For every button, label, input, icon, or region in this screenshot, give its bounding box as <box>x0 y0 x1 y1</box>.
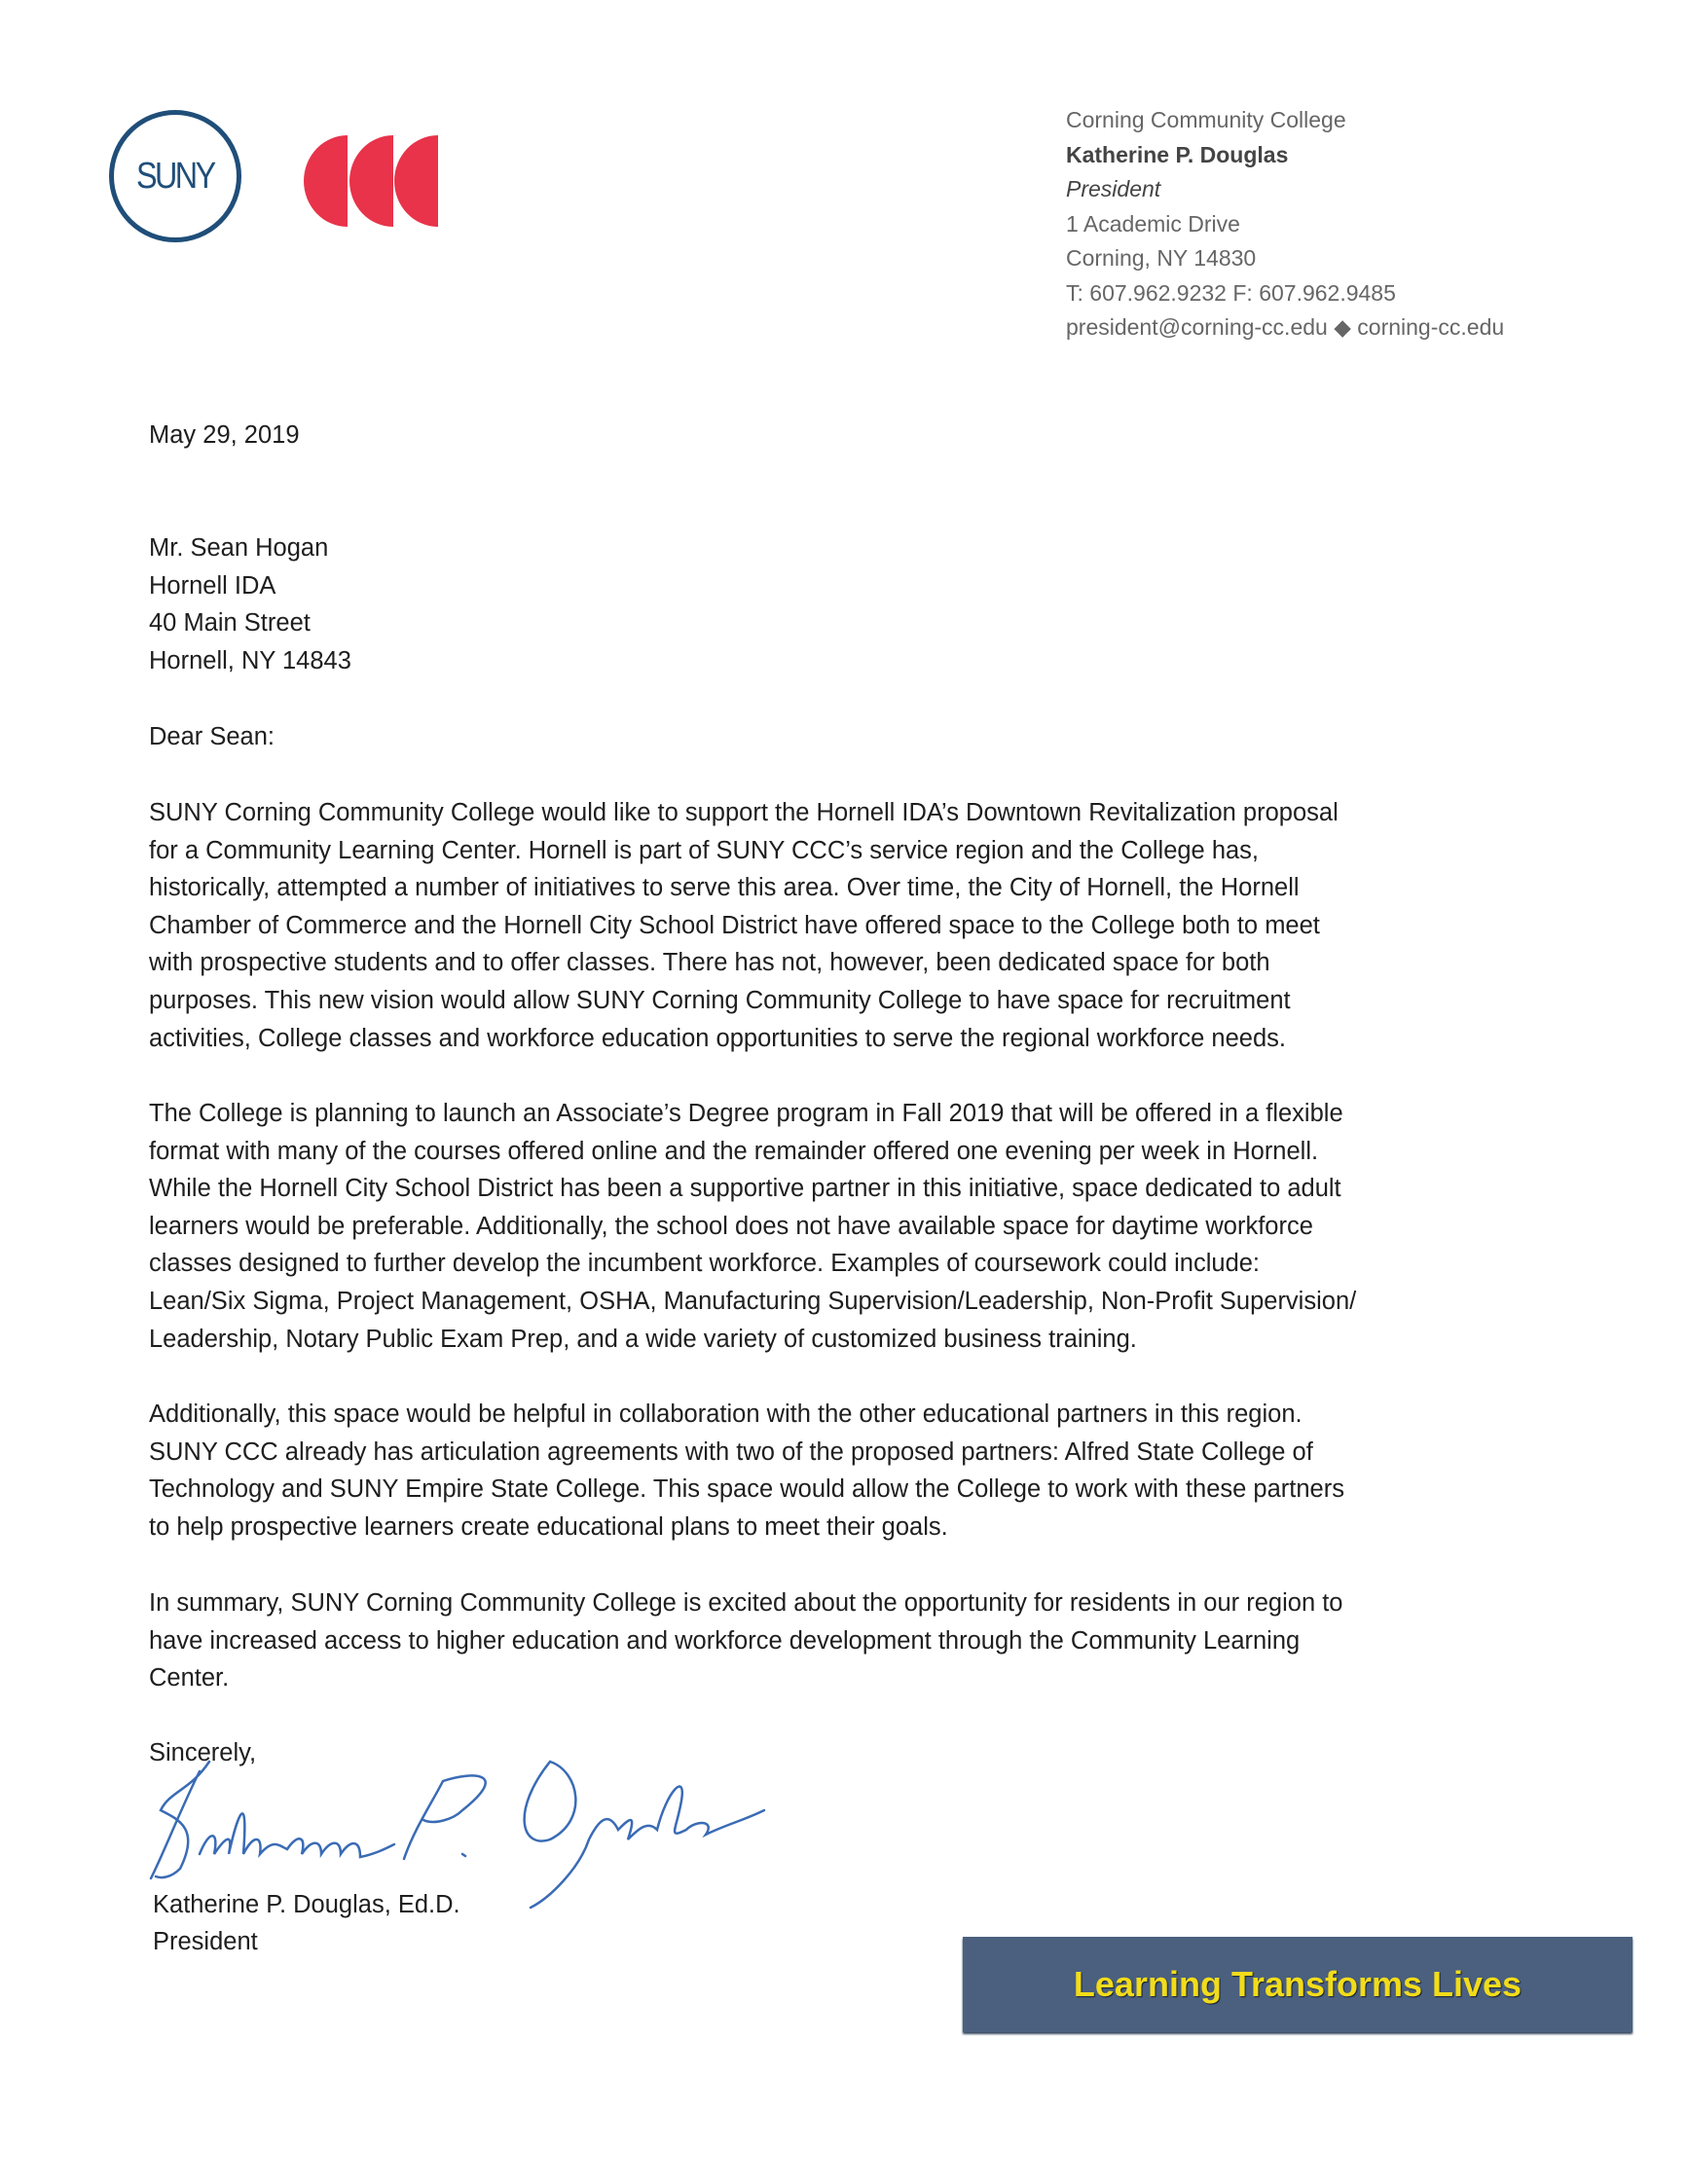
slogan-text: Learning Transforms Lives <box>1073 1964 1523 2004</box>
paragraph-line: with prospective students and to offer classes. There has not, however, been dedicated space for both <box>149 949 1270 977</box>
paragraph-4 <box>149 1584 1342 1697</box>
recipient-line: 40 Main Street <box>149 609 311 637</box>
paragraph-line: have increased access to higher education and workforce development through the Community Learning <box>149 1626 1301 1655</box>
paragraph-line: format with many of the courses offered online and the remainder offered one evening per week in Hornell. <box>149 1137 1319 1165</box>
paragraph-line: activities, College classes and workforce education opportunities to serve the regional workforce needs. <box>149 1024 1286 1052</box>
letterhead-institution: Corning Community College <box>1066 107 1346 132</box>
paragraph-line: classes designed to further develop the incumbent workforce. Examples of coursework could include: <box>149 1250 1261 1278</box>
paragraph-line: In summary, SUNY Corning Community College is excited about the opportunity for residents in our region to <box>149 1589 1343 1617</box>
ccc-logo-c2 <box>349 135 393 227</box>
letterhead-title: President <box>1066 176 1161 201</box>
letterhead-email-web: president@corning-cc.edu ◆ corning-cc.edu <box>1066 314 1505 340</box>
paragraph-line: purposes. This new vision would allow SUNY Corning Community College to have space for recruitment <box>149 986 1291 1014</box>
paragraph-line: to help prospective learners create educational plans to meet their goals. <box>149 1512 948 1541</box>
paragraph-1 <box>149 794 1339 1057</box>
paragraph-line: Technology and SUNY Empire State College. This space would allow the College to work with these partners <box>149 1475 1344 1504</box>
paragraph-line: SUNY Corning Community College would like to support the Hornell IDA’s Downtown Revitalization proposal <box>149 799 1339 826</box>
paragraph-line: Additionally, this space would be helpful in collaboration with the other educational partners in this region. <box>149 1401 1303 1428</box>
signer-name: Katherine P. Douglas, Ed.D. <box>153 1891 460 1918</box>
suny-logo <box>109 110 241 242</box>
paragraph-line: learners would be preferable. Additionally, the school does not have available space for daytime workforce <box>149 1212 1313 1240</box>
recipient-line: Hornell, NY 14843 <box>149 646 351 674</box>
paragraph-line: Lean/Six Sigma, Project Management, OSHA, Manufacturing Supervision/Leadership, Non-Profit Supervision/ <box>149 1287 1357 1315</box>
paragraph-line: Center. <box>149 1664 230 1693</box>
paragraph-line: historically, attempted a number of initiatives to serve this area. Over time, the City of Hornell, the Hornell <box>149 874 1300 902</box>
closing: Sincerely, <box>149 1739 257 1766</box>
signer-title: President <box>153 1928 258 1955</box>
recipient-line: Hornell IDA <box>149 571 276 600</box>
suny-logo-text: SUNY <box>136 155 214 197</box>
paragraph-line: Leadership, Notary Public Exam Prep, and a wide variety of customized business training. <box>149 1325 1137 1353</box>
paragraph-2 <box>149 1095 1356 1358</box>
paragraph-line: Chamber of Commerce and the Hornell City School District have offered space to the College both to meet <box>149 911 1320 939</box>
letterhead <box>1066 103 1504 346</box>
paragraph-line: While the Hornell City School District has been a supportive partner in this initiative, space dedicated to adult <box>149 1175 1341 1203</box>
ccc-logo <box>304 135 440 227</box>
letterhead-address1: 1 Academic Drive <box>1066 210 1240 237</box>
recipient-address <box>149 529 351 679</box>
letterhead-name: Katherine P. Douglas <box>1066 141 1289 167</box>
paragraph-3 <box>149 1396 1344 1546</box>
letter-date: May 29, 2019 <box>149 421 300 449</box>
ccc-logo-c1 <box>304 135 348 227</box>
paragraph-line: for a Community Learning Center. Hornell is part of SUNY CCC’s service region and the College has, <box>149 836 1260 864</box>
paragraph-line: The College is planning to launch an Associate’s Degree program in Fall 2019 that will be offered in a flexible <box>149 1100 1343 1127</box>
letterhead-address2: Corning, NY 14830 <box>1066 245 1257 271</box>
letterhead-phone-fax: T: 607.962.9232 F: 607.962.9485 <box>1066 279 1396 306</box>
ccc-logo-c3 <box>394 135 438 227</box>
recipient-line: Mr. Sean Hogan <box>149 534 329 562</box>
salutation: Dear Sean: <box>149 723 275 750</box>
paragraph-line: SUNY CCC already has articulation agreements with two of the proposed partners: Alfred State College of <box>149 1438 1313 1466</box>
slogan-banner <box>963 1937 1633 2032</box>
